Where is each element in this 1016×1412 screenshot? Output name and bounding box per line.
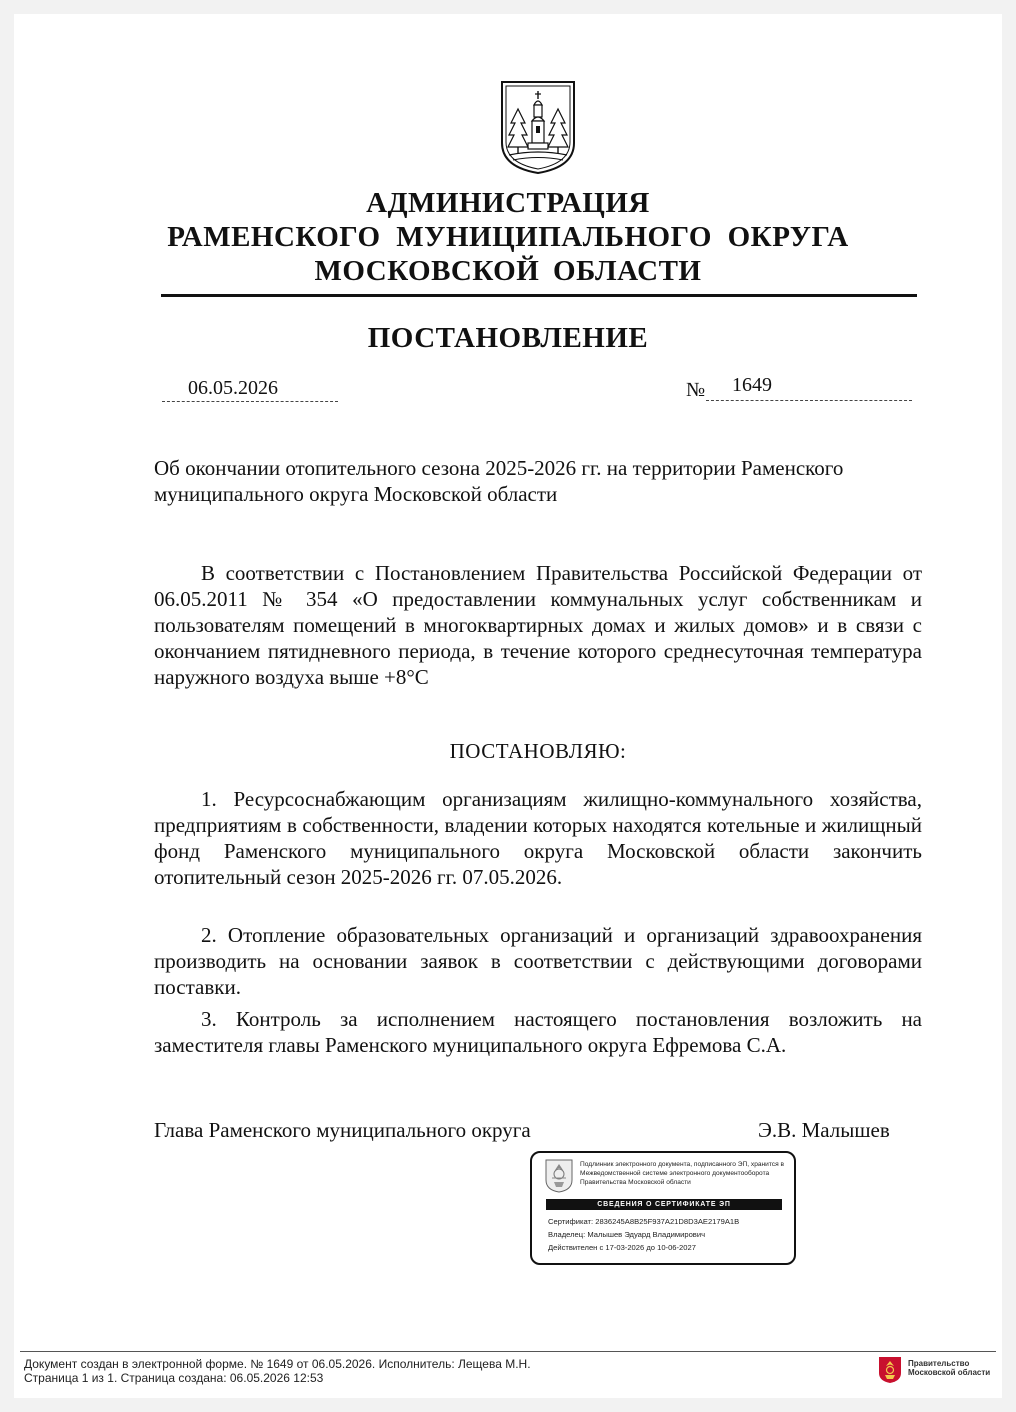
- decree-item-1: 1. Ресурсоснабжающим организациям жилищно-коммунального хозяйства, предприятиям в собственности, владении которых находятся котельные и жилищный фонд Раменского муниципального округа Московской области закончить отопительный сезон 2025-2026 гг. 07.05.2026.: [154, 787, 922, 889]
- org-name-line-1: АДМИНИСТРАЦИЯ: [366, 187, 650, 219]
- org-name-line-2: РАМЕНСКОГО МУНИЦИПАЛЬНОГО ОКРУГА: [167, 221, 849, 253]
- stamp-coat-of-arms-icon: [544, 1158, 574, 1194]
- preamble-paragraph: В соответствии с Постановлением Правительства Российской Федерации от 06.05.2011 № 354 «О предоставлении коммунальных услуг собственникам и пользователям помещений в многоквартирных домах и жилых домов» и в связи с окончанием пятидневного периода, в течение которого среднесуточная температура наружного воздуха выше +8°С: [154, 561, 922, 689]
- stamp-validity: Действителен с 17-03-2026 до 10-06-2027: [548, 1243, 696, 1252]
- date-field: [162, 373, 338, 402]
- stamp-certificate: Сертификат: 2836245A8B25F937A21D8D3AE2179A1B: [548, 1217, 740, 1226]
- footer-line-2: Страница 1 из 1. Страница создана: 06.05.2026 12:53: [24, 1371, 324, 1385]
- footer-divider: [20, 1351, 996, 1352]
- document-subject: Об окончании отопительного сезона 2025-2026 гг. на территории Раменского муниципального округа Московской области: [154, 456, 844, 506]
- coat-of-arms-icon: [499, 79, 577, 175]
- number-sign: №: [686, 379, 706, 401]
- document-date: 06.05.2026: [188, 377, 278, 399]
- stamp-header-text: Подлинник электронного документа, подписанного ЭП, хранится в Межведомственной системе электронного документооборота Правительства Московской области: [580, 1161, 785, 1186]
- government-logo-line-2: Московской области: [908, 1368, 991, 1377]
- footer-line-1: Документ создан в электронной форме. № 1649 от 06.05.2026. Исполнитель: Лещева М.Н.: [24, 1357, 531, 1371]
- signatory-name: Э.В. Малышев: [758, 1118, 890, 1142]
- e-signature-stamp: [530, 1151, 796, 1265]
- decree-item-3: 3. Контроль за исполнением настоящего постановления возложить на заместителя главы Раменского муниципального округа Ефремова С.А.: [154, 1007, 922, 1057]
- government-logo-icon: [878, 1356, 902, 1384]
- document-number: 1649: [732, 374, 772, 396]
- number-field: [706, 371, 912, 401]
- stamp-certificate-bar: СВЕДЕНИЯ О СЕРТИФИКАТЕ ЭП: [546, 1199, 782, 1210]
- signatory-title: Глава Раменского муниципального округа: [154, 1118, 531, 1142]
- org-name-line-3: МОСКОВСКОЙ ОБЛАСТИ: [314, 255, 702, 287]
- government-logo-text: [908, 1359, 990, 1377]
- decree-heading: ПОСТАНОВЛЯЮ:: [449, 739, 627, 763]
- stamp-owner: Владелец: Малышев Эдуард Владимирович: [548, 1230, 706, 1239]
- document-type-title: ПОСТАНОВЛЕНИЕ: [367, 322, 649, 354]
- government-logo-line-1: Правительство: [908, 1359, 970, 1368]
- decree-item-2: 2. Отопление образовательных организаций и организаций здравоохранения производить на основании заявок в соответствии с действующими договорами поставки.: [154, 923, 922, 999]
- header-divider: [161, 294, 917, 297]
